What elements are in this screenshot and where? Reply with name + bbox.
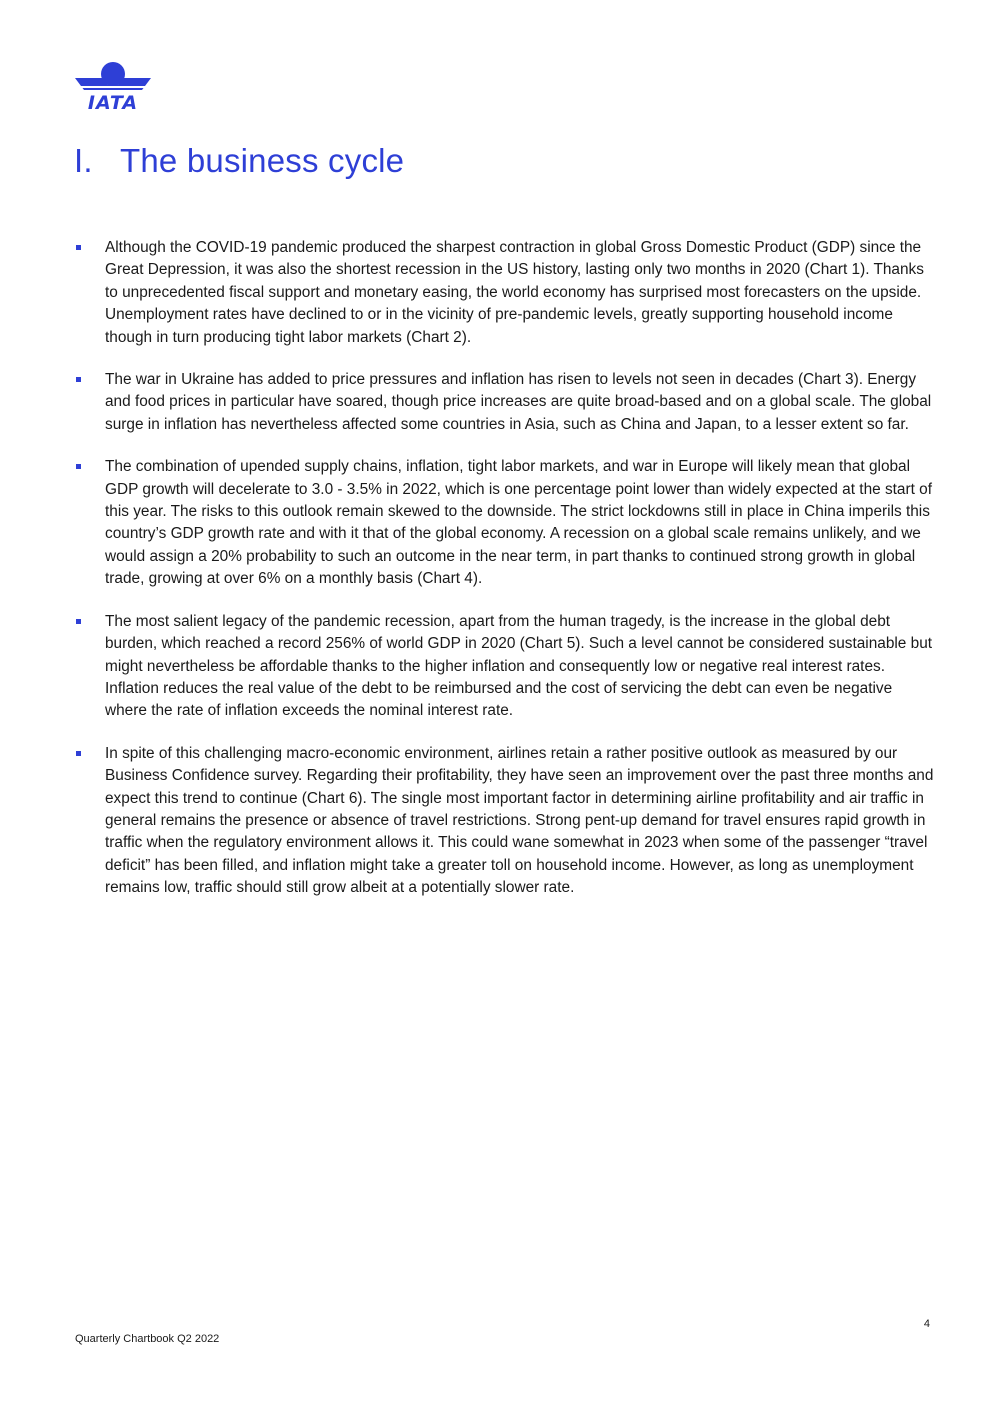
bullet-item — [74, 237, 934, 349]
bullet-text: Although the COVID-19 pandemic produced the sharpest contraction in global Gross Domestic Product (GDP) since the Great Depression, it was also the shortest recession in the US history, lasting only two months in 2020 (Chart 1). Thanks to unprecedented fiscal support and monetary easing, the world economy has surprised most forecasters on the upside. Unemployment rates have declined to or in the vicinity of pre-pandemic levels, greatly supporting household income though in turn producing tight labor markets (Chart 2). — [105, 239, 924, 346]
bullet-marker — [76, 464, 81, 469]
bullet-marker — [76, 377, 81, 382]
bullet-item — [74, 369, 934, 436]
bullet-marker — [76, 245, 81, 250]
bullet-text: The war in Ukraine has added to price pressures and inflation has risen to levels not seen in decades (Chart 3). Energy and food prices in particular have soared, though price increases are quite broad-based and on a global scale. The global surge in inflation has nevertheless affected some countries in Asia, such as China and Japan, to a lesser extent so far. — [105, 371, 932, 433]
bullet-item — [74, 743, 934, 900]
section-heading — [74, 142, 404, 180]
bullet-marker — [76, 751, 81, 756]
bullet-marker — [76, 619, 81, 624]
bullet-list — [74, 237, 934, 920]
bullet-item — [74, 611, 934, 723]
section-title: The business cycle — [120, 142, 405, 179]
iata-logo — [74, 60, 152, 112]
bullet-item — [74, 456, 934, 590]
section-number: I. — [74, 142, 93, 179]
bullet-text: In spite of this challenging macro-economic environment, airlines retain a rather positive outlook as measured by our Business Confidence survey. Regarding their profitability, they have seen an improvement over the past three months and expect this trend to continue (Chart 6). The single most important factor in determining airline profitability and air traffic in general remains the presence or absence of travel restrictions. Strong pent-up demand for travel ensures rapid growth in traffic when the regulatory environment allows it. This could wane somewhat in 2023 when some of the passenger “travel deficit” has been filled, and inflation might take a greater toll on household income. However, as long as unemployment remains low, traffic should still grow albeit at a potentially slower rate. — [105, 744, 934, 897]
footer-publication-title: Quarterly Chartbook Q2 2022 — [75, 1333, 220, 1345]
svg-text:IATA: IATA — [87, 92, 139, 112]
bullet-text: The most salient legacy of the pandemic recession, apart from the human tragedy, is the increase in the global debt burden, which reached a record 256% of world GDP in 2020 (Chart 5). Such a level cannot be considered sustainable but might nevertheless be affordable thanks to the higher inflation and consequently low or negative real interest rates. Inflation reduces the real value of the debt to be reimbursed and the cost of servicing the debt can even be negative where the rate of inflation exceeds the nominal interest rate. — [105, 612, 933, 720]
bullet-text: The combination of upended supply chains, inflation, tight labor markets, and war in Europe will likely mean that global GDP growth will decelerate to 3.0 - 3.5% in 2022, which is one percentage point lower than widely expected at the start of this year. The risks to this outlook remain skewed to the downside. The strict lockdowns still in place in China imperils this country’s GDP growth rate and with it that of the global economy. A recession on a global scale remains unlikely, and we would assign a 20% probability to such an outcome in the near term, in part thanks to continued strong growth in global trade, growing at over 6% on a monthly basis (Chart 4). — [105, 458, 933, 588]
iata-logo-icon — [74, 60, 152, 112]
page-number: 4 — [923, 1318, 930, 1330]
